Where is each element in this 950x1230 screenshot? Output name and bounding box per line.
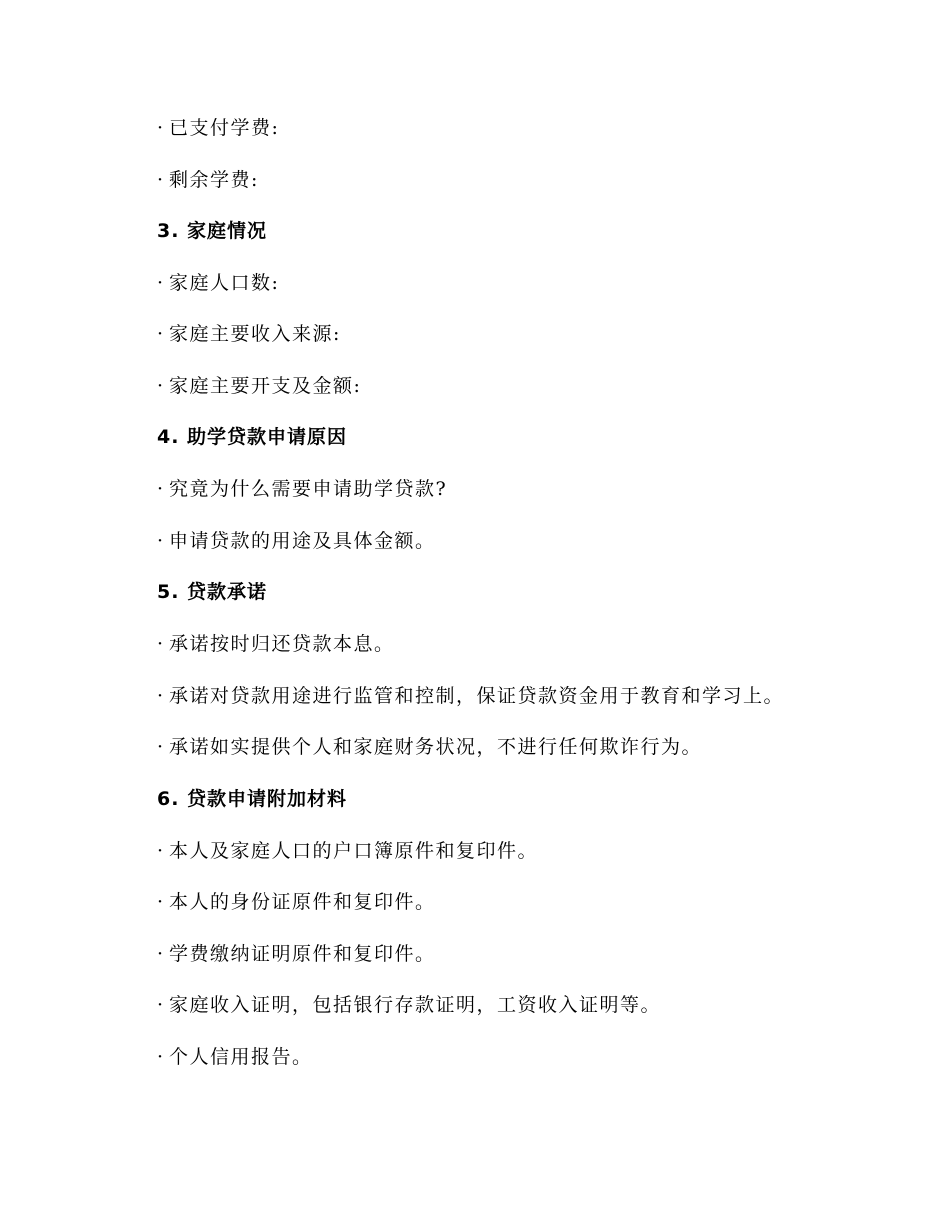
list-item-text: 本人的身份证原件和复印件。 [169,891,436,913]
bullet-icon: · [157,736,165,758]
bullet-icon: · [157,1046,165,1068]
list-item-text: 家庭主要开支及金额: [169,375,362,397]
list-item-text: 本人及家庭人口的户口簿原件和复印件。 [169,840,539,862]
list-item-text: 已支付学费: [169,117,280,139]
list-item [157,165,259,195]
list-item [157,474,447,504]
section-heading: 5. 贷款承诺 [157,581,268,603]
bullet-icon: · [157,685,165,707]
list-item-text: 承诺如实提供个人和家庭财务状况，不进行任何欺诈行为。 [169,736,703,758]
list-item [157,319,341,349]
bullet-icon: · [157,117,165,139]
list-item-text: 个人信用报告。 [169,1046,313,1068]
bullet-icon: · [157,943,165,965]
list-item [157,990,661,1020]
bullet-icon: · [157,891,165,913]
list-item-text: 家庭主要收入来源: [169,323,341,345]
list-item [157,113,279,143]
section-heading: 4. 助学贷款申请原因 [157,426,348,448]
bullet-icon: · [157,633,165,655]
list-item [157,681,784,711]
bullet-icon: · [157,323,165,345]
list-item [157,629,395,659]
list-item-text: 学费缴纳证明原件和复印件。 [169,943,436,965]
bullet-icon: · [157,840,165,862]
section-heading: 6. 贷款申请附加材料 [157,788,348,810]
list-item-text: 承诺对贷款用途进行监管和控制，保证贷款资金用于教育和学习上。 [169,685,785,707]
list-item-text: 承诺按时归还贷款本息。 [169,633,395,655]
list-item [157,1042,313,1072]
bullet-icon: · [157,478,165,500]
list-item [157,939,436,969]
list-item [157,526,436,556]
list-item [157,371,361,401]
list-item-text: 究竟为什么需要申请助学贷款? [169,478,448,500]
list-item-text: 剩余学费: [169,169,259,191]
list-item [157,887,436,917]
bullet-icon: · [157,530,165,552]
bullet-icon: · [157,169,165,191]
list-item-text: 申请贷款的用途及具体金额。 [169,530,436,552]
list-item-text: 家庭人口数: [169,272,280,294]
list-item [157,732,702,762]
section-heading: 3. 家庭情况 [157,220,268,242]
list-item [157,268,279,298]
list-item [157,836,538,866]
bullet-icon: · [157,375,165,397]
list-item-text: 家庭收入证明，包括银行存款证明，工资收入证明等。 [169,994,662,1016]
bullet-icon: · [157,994,165,1016]
bullet-icon: · [157,272,165,294]
